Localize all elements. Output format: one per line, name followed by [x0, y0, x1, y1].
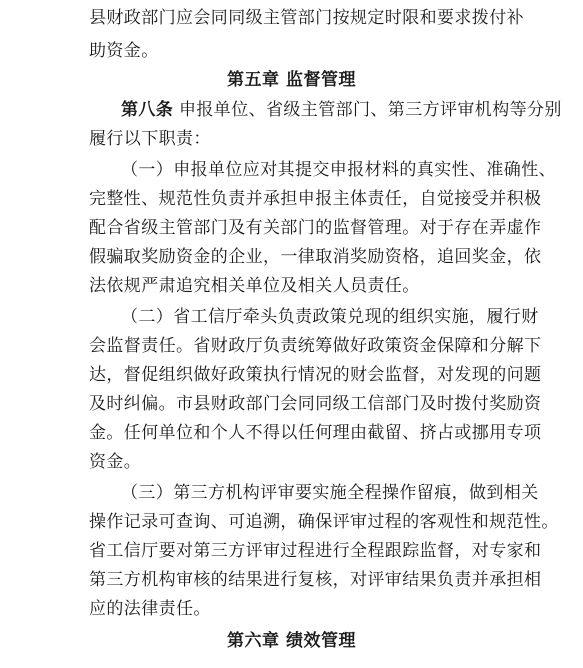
item-2-line-3: 达，督促组织做好政策执行情况的财会监督，对发现的问题: [89, 365, 542, 385]
item-1-line-1: （一）申报单位应对其提交申报材料的真实性、准确性、: [121, 160, 556, 180]
article-8-intro-text: 申报单位、省级主管部门、第三方评审机构等分别: [173, 100, 562, 120]
item-3-line-4: 第三方机构审核的结果进行复核，对评审结果负责并承担相: [89, 570, 542, 590]
item-3-line-3: 省工信厅要对第三方评审过程进行全程跟踪监督，对专家和: [89, 541, 542, 561]
item-3-line-2: 操作记录可查询、可追溯，确保评审过程的客观性和规范性。: [89, 512, 559, 532]
item-2-line-6: 资金。: [89, 452, 142, 472]
intro-line-2: 助资金。: [89, 41, 159, 61]
item-3-line-1: （三）第三方机构评审要实施全程操作留痕，做到相关: [121, 483, 539, 503]
item-2-line-4: 及时纠偏。市县财政部门会同同级工信部门及时拨付奖励资: [89, 394, 542, 414]
item-3-line-5: 应的法律责任。: [89, 599, 211, 619]
item-2-line-5: 金。任何单位和个人不得以任何理由截留、挤占或挪用专项: [89, 423, 542, 443]
article-8-line-1: [121, 96, 562, 125]
article-8-label: 第八条: [121, 100, 174, 120]
chapter-6-heading: 第六章 绩效管理: [227, 631, 356, 651]
article-8-line-2: 履行以下职责：: [89, 129, 211, 149]
item-1-line-4: 假骗取奖励资金的企业，一律取消奖励资格，追回奖金，依: [89, 247, 542, 267]
item-2-line-2: 会监督责任。省财政厅负责统筹做好政策资金保障和分解下: [89, 336, 542, 356]
item-1-line-3: 配合省级主管部门及有关部门的监督管理。对于存在弄虚作: [89, 218, 542, 238]
chapter-5-heading: 第五章 监督管理: [227, 70, 356, 90]
item-1-line-2: 完整性、规范性负责并承担申报主体责任，自觉接受并积极: [89, 189, 542, 209]
item-1-line-5: 法依规严肃追究相关单位及相关人员责任。: [89, 276, 420, 296]
intro-line-1: 县财政部门应会同同级主管部门按规定时限和要求拨付补: [89, 8, 524, 28]
item-2-line-1: （二）省工信厅牵头负责政策兑现的组织实施，履行财: [121, 307, 539, 327]
